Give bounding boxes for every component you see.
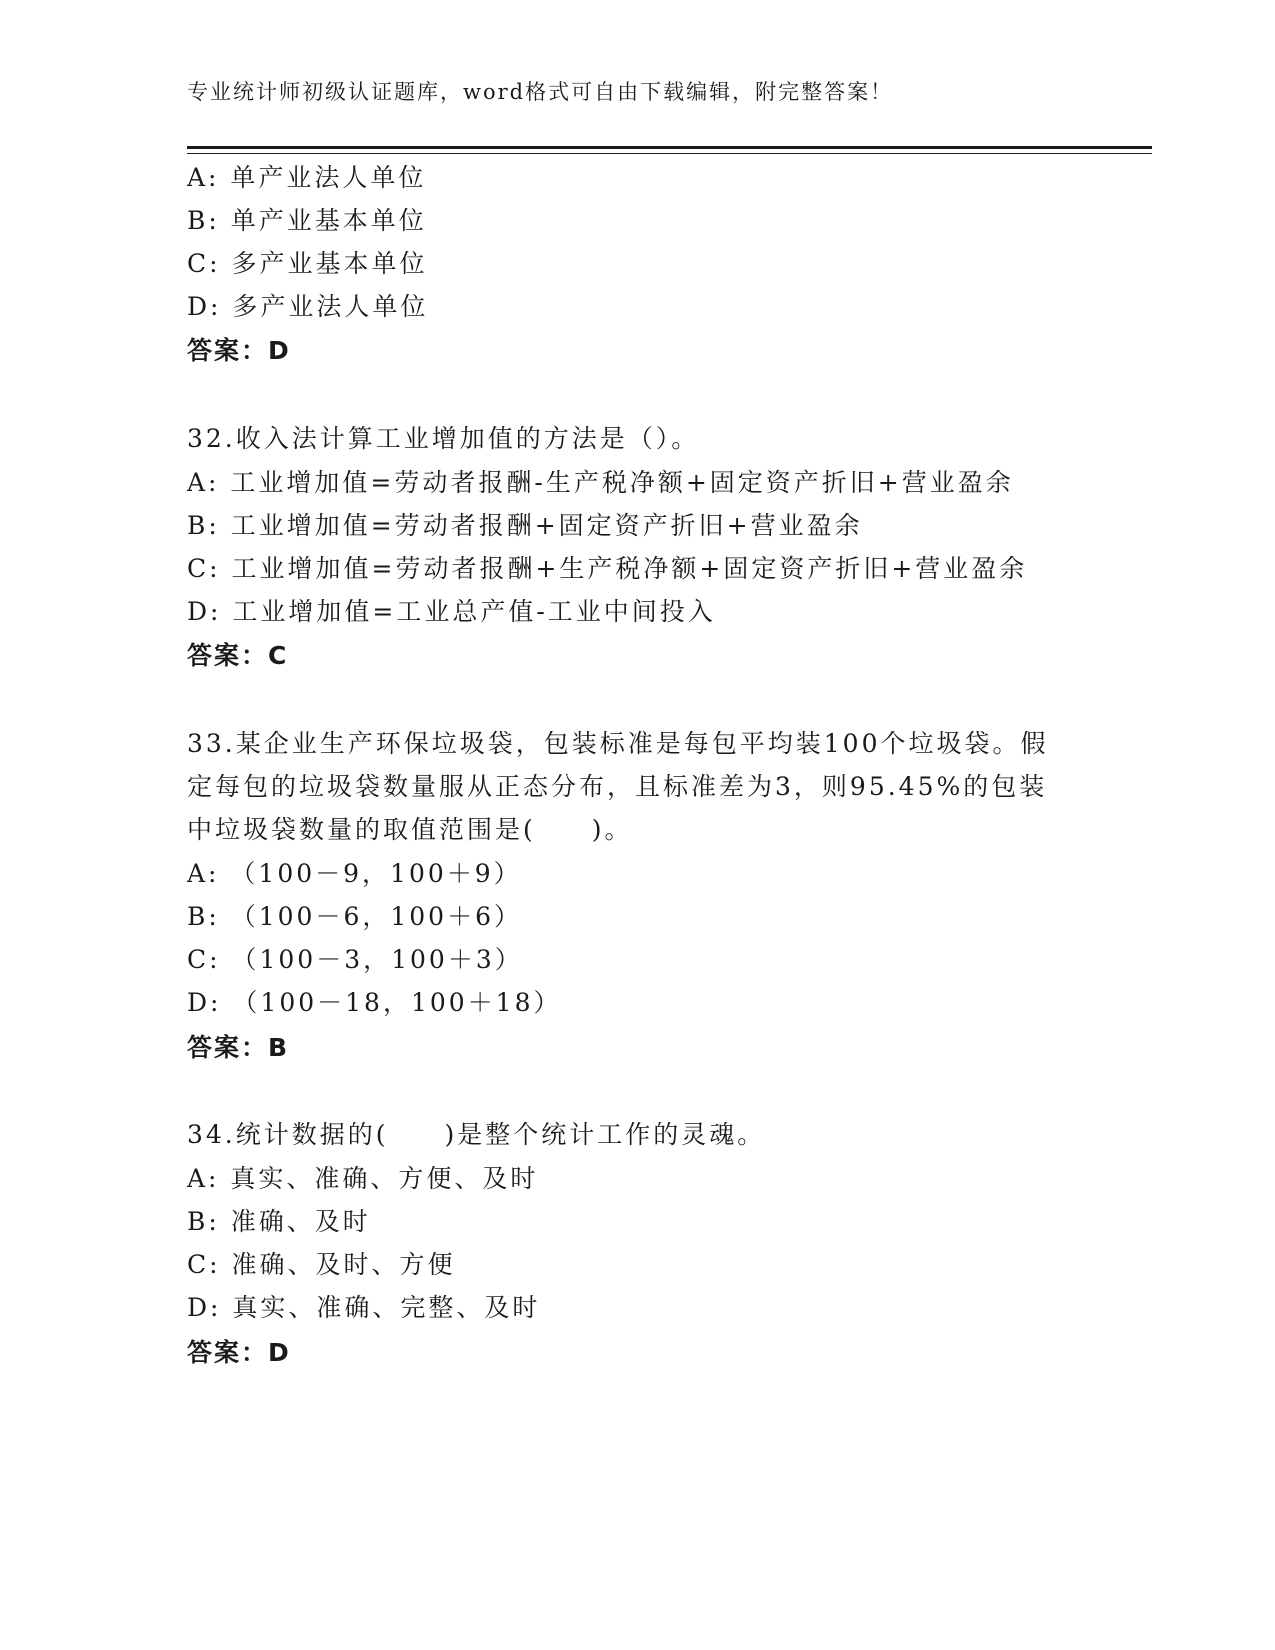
- q33-stem-line-3: 中垃圾袋数量的取值范围是( )。: [187, 815, 633, 844]
- q34-option-a: A: 真实、准确、方便、及时: [187, 1164, 539, 1193]
- q33-answer: 答案：B: [187, 1033, 290, 1062]
- q32-option-d: D: 工业增加值=工业总产值-工业中间投入: [187, 597, 716, 626]
- q33-stem-line-1: 33.某企业生产环保垃圾袋，包装标准是每包平均装100个垃圾袋。假: [187, 729, 1049, 758]
- q32-answer: 答案：C: [187, 641, 289, 670]
- q33-stem-line-2: 定每包的垃圾袋数量服从正态分布，且标准差为3，则95.45%的包装: [187, 772, 1048, 801]
- q31-option-a: A: 单产业法人单位: [187, 163, 427, 192]
- q32-option-b: B: 工业增加值=劳动者报酬+固定资产折旧+营业盈余: [187, 511, 863, 540]
- q33-option-a: A: （100－9，100＋9）: [187, 859, 522, 888]
- q32-stem: 32.收入法计算工业增加值的方法是（）。: [187, 424, 700, 453]
- q34-option-d: D: 真实、准确、完整、及时: [187, 1293, 541, 1322]
- q32-option-c: C: 工业增加值=劳动者报酬+生产税净额+固定资产折旧+营业盈余: [187, 554, 1028, 583]
- header-rule-thin: [187, 153, 1152, 154]
- q31-option-d: D: 多产业法人单位: [187, 292, 429, 321]
- q34-option-b: B: 准确、及时: [187, 1207, 371, 1236]
- q34-option-c: C: 准确、及时、方便: [187, 1250, 456, 1279]
- q33-option-d: D: （100－18，100＋18）: [187, 988, 562, 1017]
- header-rule-thick: [187, 146, 1152, 149]
- q33-option-c: C: （100－3，100＋3）: [187, 945, 523, 974]
- q31-answer: 答案：D: [187, 336, 291, 365]
- page-header: 专业统计师初级认证题库，word格式可自由下载编辑，附完整答案！: [187, 80, 894, 104]
- q34-stem: 34.统计数据的( )是整个统计工作的灵魂。: [187, 1120, 766, 1149]
- q31-option-b: B: 单产业基本单位: [187, 206, 427, 235]
- q34-answer: 答案：D: [187, 1338, 291, 1367]
- q33-option-b: B: （100－6，100＋6）: [187, 902, 522, 931]
- q32-option-a: A: 工业增加值=劳动者报酬-生产税净额+固定资产折旧+营业盈余: [187, 468, 1014, 497]
- q31-option-c: C: 多产业基本单位: [187, 249, 428, 278]
